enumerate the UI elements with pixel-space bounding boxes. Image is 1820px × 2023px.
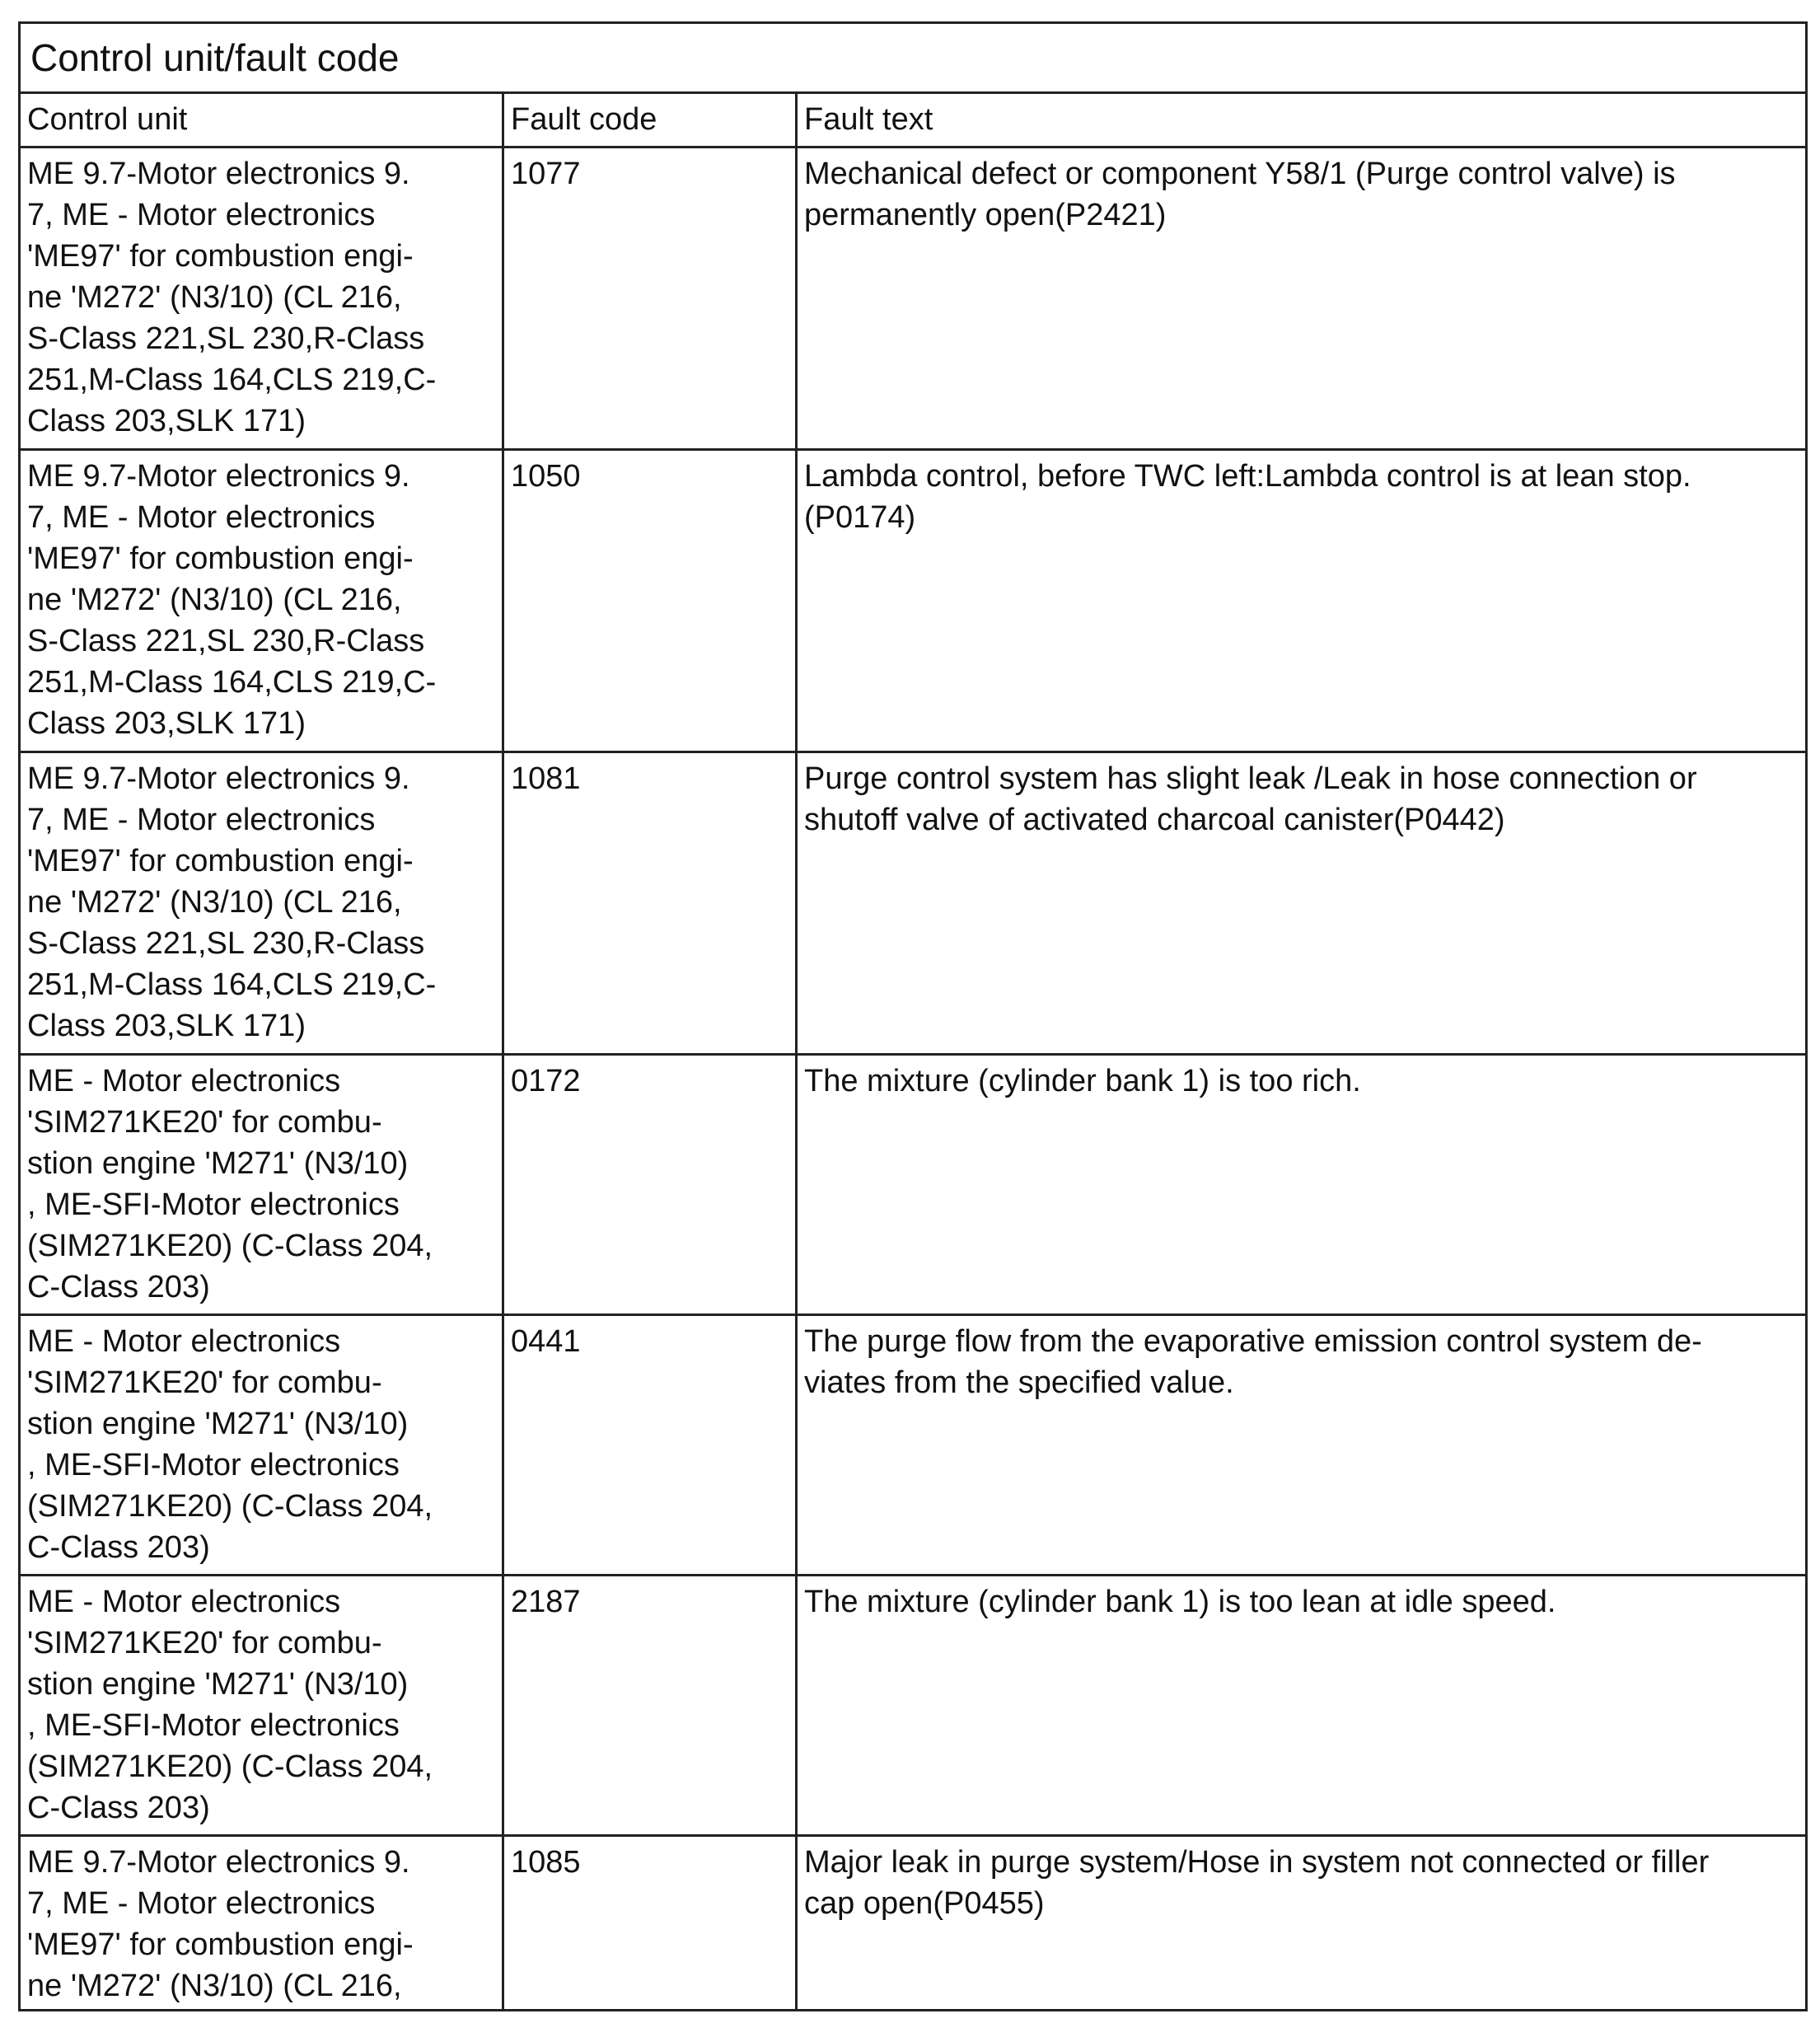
fault-code-table: [18, 21, 1808, 2011]
control-unit-cell: ME - Motor electronics 'SIM271KE20' for combu- stion engine 'M271' (N3/10) , ME-SFI-Motor electronics (SIM271KE20) (C-Class 204, C-Class 203): [21, 1316, 504, 1574]
control-unit-cell: ME 9.7-Motor electronics 9. 7, ME - Motor electronics 'ME97' for combustion engi- ne 'M272' (N3/10) (CL 216, S-Class 221,SL 230,R-Class 251,M-Class 164,CLS 219,C- Class 203,SLK 171): [21, 451, 504, 751]
fault-text-cell: The mixture (cylinder bank 1) is too rich.: [804, 1064, 1361, 1098]
table-header-row: [21, 94, 1805, 148]
fault-text-cell: The mixture (cylinder bank 1) is too lean at idle speed.: [804, 1585, 1556, 1619]
table-row: [21, 1056, 1805, 1316]
table-row: [21, 1316, 1805, 1576]
table-row: [21, 1576, 1805, 1837]
fault-code-cell: 2187: [504, 1576, 798, 1834]
control-unit-cell: ME 9.7-Motor electronics 9. 7, ME - Motor electronics 'ME97' for combustion engi- ne 'M272' (N3/10) (CL 216, S-Class 221,SL 230,R-Class 251,M-Class 164,CLS 219,C- Class 203,SLK 171): [21, 753, 504, 1053]
table-row: [21, 451, 1805, 753]
fault-code-cell: 1077: [504, 148, 798, 448]
fault-text-cell: Mechanical defect or component Y58/1 (Purge control valve) is permanently open(P2421): [804, 157, 1676, 232]
table-title: Control unit/fault code: [21, 24, 1805, 94]
control-unit-cell: ME - Motor electronics 'SIM271KE20' for combu- stion engine 'M271' (N3/10) , ME-SFI-Motor electronics (SIM271KE20) (C-Class 204, C-Class 203): [21, 1056, 504, 1314]
control-unit-cell: ME - Motor electronics 'SIM271KE20' for combu- stion engine 'M271' (N3/10) , ME-SFI-Motor electronics (SIM271KE20) (C-Class 204, C-Class 203): [21, 1576, 504, 1834]
column-header-fault-text: Fault text: [804, 102, 933, 137]
fault-text-cell: Major leak in purge system/Hose in system not connected or filler cap open(P0455): [804, 1845, 1710, 1921]
table-row: [21, 1837, 1805, 2011]
fault-code-cell: 1050: [504, 451, 798, 751]
fault-code-cell: 0172: [504, 1056, 798, 1314]
table-row: [21, 753, 1805, 1056]
fault-code-cell: 1081: [504, 753, 798, 1053]
fault-text-cell: The purge flow from the evaporative emission control system de- viates from the specified value.: [804, 1324, 1702, 1400]
control-unit-cell: ME 9.7-Motor electronics 9. 7, ME - Motor electronics 'ME97' for combustion engi- ne 'M272' (N3/10) (CL 216,: [21, 1837, 504, 2011]
fault-code-cell: 1085: [504, 1837, 798, 2011]
fault-code-cell: 0441: [504, 1316, 798, 1574]
fault-text-cell: Purge control system has slight leak /Leak in hose connection or shutoff valve of activated charcoal canister(P0442): [804, 761, 1697, 837]
table-row: [21, 148, 1805, 451]
column-header-fault-code: Fault code: [504, 94, 798, 146]
fault-text-cell: Lambda control, before TWC left:Lambda control is at lean stop. (P0174): [804, 459, 1691, 535]
control-unit-cell: ME 9.7-Motor electronics 9. 7, ME - Motor electronics 'ME97' for combustion engi- ne 'M272' (N3/10) (CL 216, S-Class 221,SL 230,R-Class 251,M-Class 164,CLS 219,C- Class 203,SLK 171): [21, 148, 504, 448]
column-header-control-unit: Control unit: [21, 94, 504, 146]
